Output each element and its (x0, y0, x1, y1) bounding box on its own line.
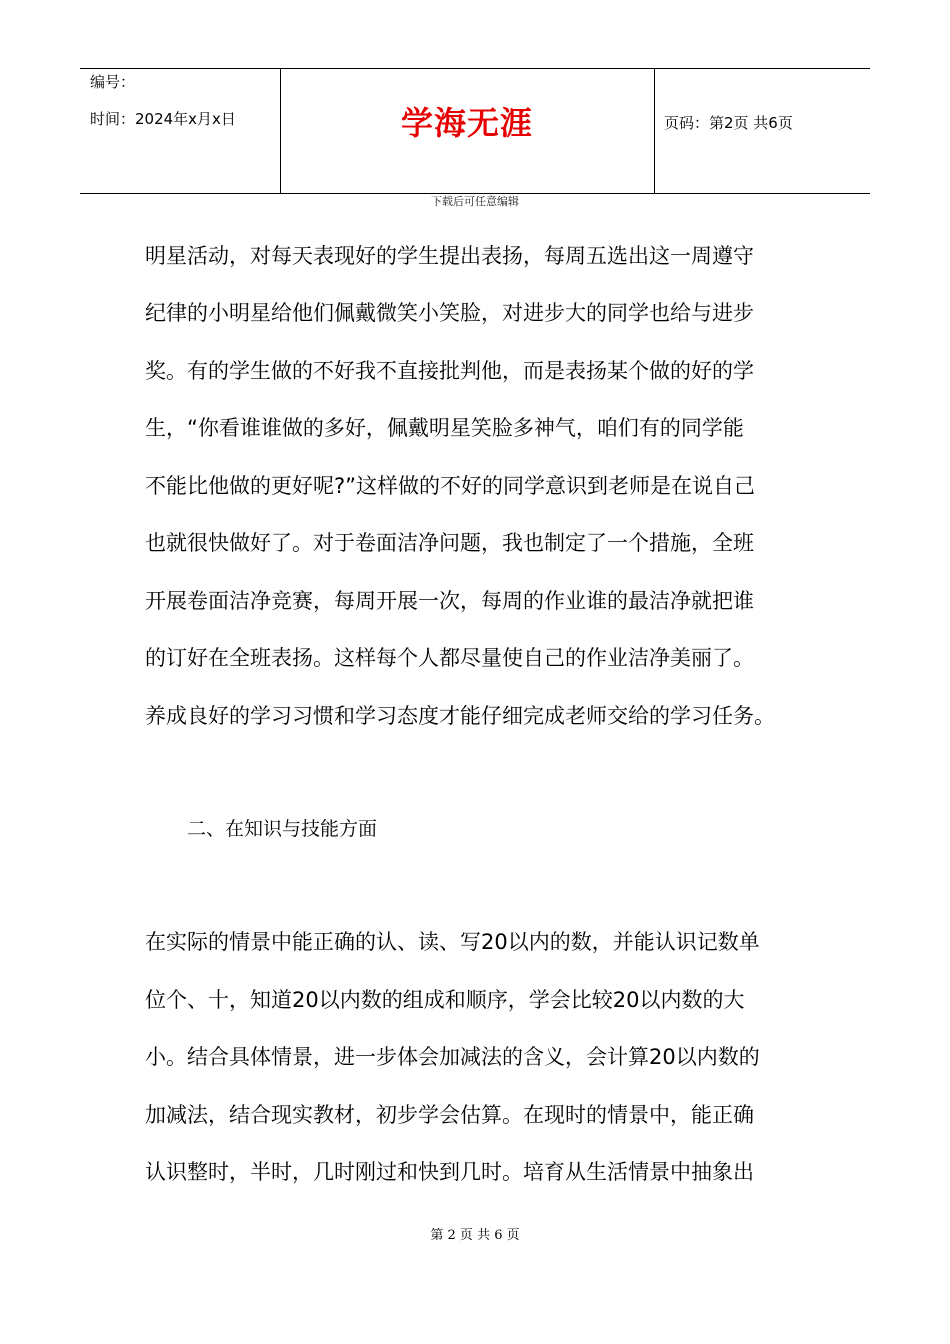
paragraph-line: 奖。有的学生做的不好我不直接批判他，而是表扬某个做的好的学 (145, 359, 754, 383)
header-divider-right (654, 69, 655, 193)
paragraph-line: 加减法，结合现实教材，初步学会估算。在现时的情景中，能正确 (145, 1103, 754, 1127)
paragraph-line: 养成良好的学习习惯和学习态度才能仔细完成老师交给的学习任务。 (145, 704, 775, 728)
paragraph-line: 在实际的情景中能正确的认、读、写20以内的数，并能认识记数单 (145, 930, 760, 954)
paragraph-line: 不能比他做的更好呢?”这样做的不好的同学意识到老师是在说自己 (145, 474, 756, 498)
paragraph-line: 明星活动，对每天表现好的学生提出表扬，每周五选出这一周遵守 (145, 244, 754, 268)
header-time-label: 时间：2024年x月x日 (90, 110, 236, 128)
paragraph-line: 生，“你看谁谁做的多好，佩戴明星笑脸多神气，咱们有的同学能 (145, 416, 744, 440)
section-heading: 二、在知识与技能方面 (187, 818, 378, 840)
header-page-label: 页码：第2页 共6页 (664, 114, 793, 132)
edit-note: 下载后可任意编辑 (431, 195, 519, 208)
paragraph-line: 位个、十，知道20以内数的组成和顺序，学会比较20以内数的大 (145, 988, 745, 1012)
document-header (80, 68, 870, 194)
paragraph-line: 认识整时，半时，几时刚过和快到几时。培育从生活情景中抽象出 (145, 1160, 754, 1184)
header-title: 学海无涯 (400, 104, 533, 142)
paragraph-line: 小。结合具体情景，进一步体会加减法的含义，会计算20以内数的 (145, 1045, 760, 1069)
page-footer: 第 2 页 共 6 页 (430, 1228, 520, 1243)
paragraph-line: 开展卷面洁净竞赛，每周开展一次，每周的作业谁的最洁净就把谁 (145, 589, 754, 613)
paragraph-line: 纪律的小明星给他们佩戴微笑小笑脸，对进步大的同学也给与进步 (145, 301, 754, 325)
paragraph-line: 的订好在全班表扬。这样每个人都尽量使自己的作业洁净美丽了。 (145, 646, 754, 670)
paragraph-line: 也就很快做好了。对于卷面洁净问题，我也制定了一个措施，全班 (145, 531, 754, 555)
header-number-label: 编号： (90, 73, 136, 91)
